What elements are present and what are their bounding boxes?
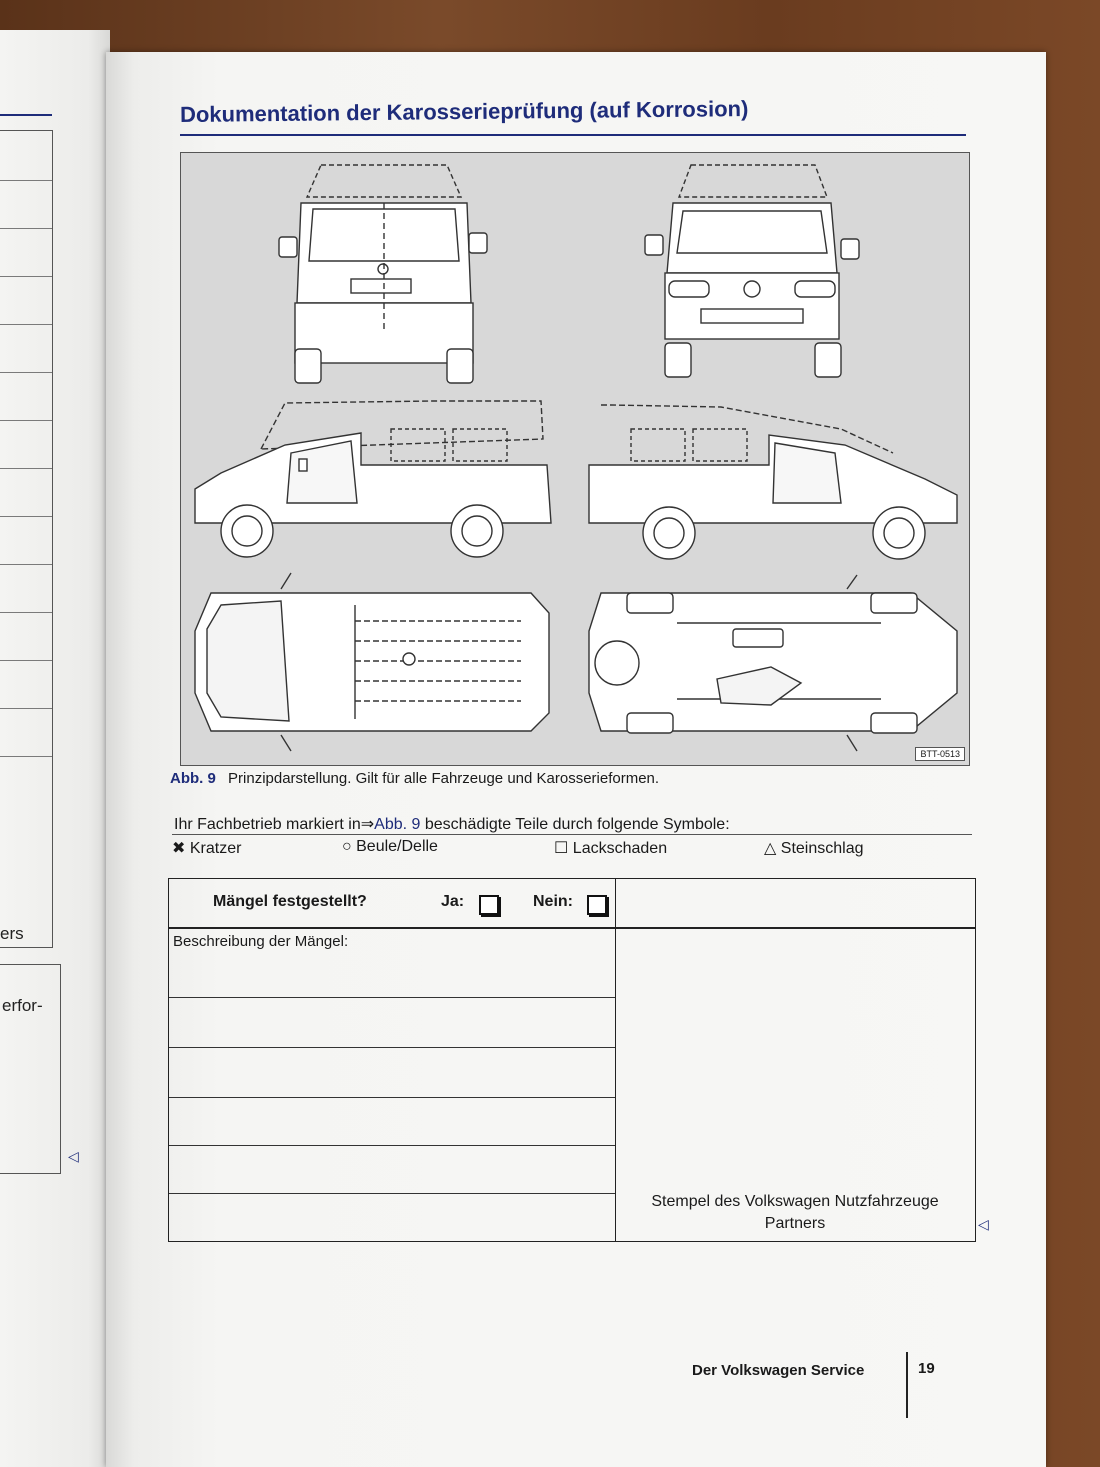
writing-line[interactable] [169,1047,615,1048]
left-page-row-line [0,756,52,757]
left-page-row-line [0,468,52,469]
left-facing-page [0,30,110,1467]
continue-triangle-icon: ◁ [978,1216,989,1232]
symbol-steinschlag [764,838,863,858]
van-top-view [195,573,549,751]
description-label: Beschreibung der Mängel: [173,933,349,950]
stamp-label-line2: Partners [764,1215,826,1232]
intro-text-after: beschädigte Teile durch folgende Symbole: [420,816,730,833]
vehicle-diagram [180,152,970,766]
form-column-divider [615,879,616,1241]
symbol-label: Steinschlag [780,840,864,857]
symbol-kratzer [172,838,241,858]
left-page-text-fragment: erfor- [2,996,43,1015]
title-rule [180,134,966,136]
triangle-icon: △ [764,840,777,857]
writing-line[interactable] [169,1097,615,1098]
page-title: Dokumentation der Karosserieprüfung (auf Korrosion) [179,96,749,127]
form-header-divider [169,927,975,929]
yes-label: Ja: [441,893,465,910]
writing-line[interactable] [169,1193,615,1194]
circle-icon: ○ [342,838,352,855]
intro-rule [172,834,972,835]
defects-question: Mängel festgestellt? [213,893,367,910]
left-page-row-line [0,660,52,661]
square-icon: ☐ [554,840,569,857]
van-underbody-view [589,575,957,751]
symbol-label: Beule/Delle [356,838,438,855]
left-page-row-line [0,420,52,421]
left-page-row-line [0,516,52,517]
left-page-row-line [0,612,52,613]
writing-line[interactable] [169,1145,615,1146]
symbol-label: Kratzer [189,840,242,857]
left-page-row-line [0,324,52,325]
footer-section-title: Der Volkswagen Service [692,1362,865,1379]
vehicle-diagram-drawing [181,153,969,765]
symbol-label: Lackschaden [572,840,668,857]
stamp-area-label [615,1191,975,1235]
cross-icon: ✖ [172,840,186,857]
no-label: Nein: [533,893,573,910]
figure-label: Abb. 9 [170,770,216,787]
figure-reference-link[interactable]: Abb. 9 [374,816,421,833]
left-page-row-line [0,372,52,373]
stamp-label-line1: Stempel des Volkswagen Nutzfahrzeuge [651,1193,939,1210]
left-page-row-line [0,276,52,277]
page-number: 19 [918,1360,935,1377]
writing-line[interactable] [169,997,615,998]
left-page-row-line [0,228,52,229]
no-checkbox[interactable] [587,895,607,915]
van-rear-view [279,165,487,383]
left-page-row-line [0,180,52,181]
figure-caption [170,770,659,787]
van-front-view [645,165,859,377]
van-left-side-view [195,401,551,557]
left-page-row-line [0,564,52,565]
defects-form [168,878,976,1242]
left-page-row-line [0,708,52,709]
document-page [106,52,1046,1467]
left-page-text-fragment: ers [0,924,24,943]
figure-caption-text: Prinzipdarstellung. Gilt für alle Fahrzeuge und Karosserieformen. [228,770,660,787]
figure-code: BTT-0513 [915,747,965,761]
intro-text-before: Ihr Fachbetrieb markiert in [174,816,361,833]
continue-triangle-icon: ◁ [68,1148,79,1164]
yes-checkbox[interactable] [479,895,499,915]
symbol-lackschaden [554,838,667,858]
footer-divider [906,1352,908,1418]
intro-text [174,814,730,834]
arrow-icon: ⇒ [360,816,375,833]
left-page-rule [0,114,52,116]
van-right-side-view [589,405,957,559]
left-page-table [0,130,53,948]
symbol-beule-delle [342,838,438,856]
